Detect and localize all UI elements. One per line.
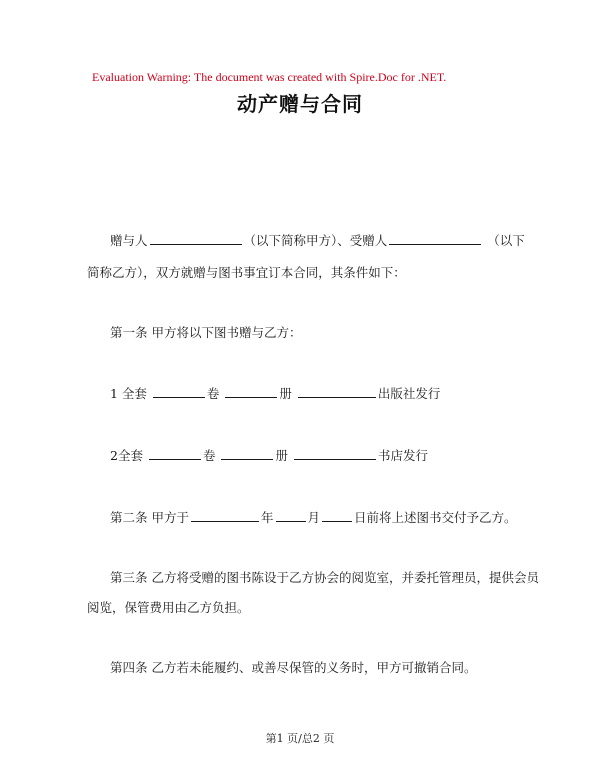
article-1: 第一条 甲方将以下图书赠与乙方： xyxy=(110,325,302,340)
article-2-suffix: 日前将上述图书交付予乙方。 xyxy=(354,510,517,525)
item-1 xyxy=(110,385,440,402)
donee-name-blank[interactable] xyxy=(389,232,481,245)
donor-label: 赠与人 xyxy=(110,233,148,248)
donee-note: （以下 xyxy=(487,233,525,248)
item-2-book-blank[interactable] xyxy=(221,447,273,460)
item-1-book-blank[interactable] xyxy=(225,385,277,398)
month-label: 月 xyxy=(307,510,321,525)
year-blank[interactable] xyxy=(191,509,259,522)
item-1-suffix: 出版社发行 xyxy=(377,386,441,401)
item-2-suffix: 书店发行 xyxy=(377,448,428,463)
article-2 xyxy=(110,509,517,526)
page-footer: 第1 页/总2 页 xyxy=(265,732,335,745)
article-3-line2: 阅览，保管费用由乙方负担。 xyxy=(87,600,250,615)
donor-note: （以下简称甲方）、受赠人 xyxy=(243,233,388,248)
donor-name-blank[interactable] xyxy=(150,232,242,245)
item-1-book-label: 册 xyxy=(279,386,292,401)
item-2-prefix: 2全套 xyxy=(110,448,143,463)
item-2-volume-blank[interactable] xyxy=(149,447,201,460)
document-title: 动产赠与合同 xyxy=(237,92,363,116)
evaluation-warning: Evaluation Warning: The document was created with Spire.Doc for .NET. xyxy=(92,70,447,84)
month-blank[interactable] xyxy=(276,509,306,522)
item-1-prefix: 1 全套 xyxy=(110,386,147,401)
paragraph-parties-line2: 简称乙方），双方就赠与图书事宜订本合同，其条件如下： xyxy=(87,265,406,280)
item-2-book-label: 册 xyxy=(275,448,288,463)
item-1-vol-label: 卷 xyxy=(206,386,220,401)
day-blank[interactable] xyxy=(322,509,352,522)
article-3-line1: 第三条 乙方将受赠的图书陈设于乙方协会的阅览室，并委托管理员，提供会员 xyxy=(110,570,539,585)
item-1-publisher-blank[interactable] xyxy=(298,385,376,398)
article-2-prefix: 第二条 甲方于 xyxy=(110,510,189,525)
article-4: 第四条 乙方若未能履约、或善尽保管的义务时，甲方可撤销合同。 xyxy=(110,660,477,675)
item-1-volume-blank[interactable] xyxy=(153,385,205,398)
year-label: 年 xyxy=(260,510,274,525)
item-2 xyxy=(110,447,428,464)
item-2-vol-label: 卷 xyxy=(202,448,216,463)
paragraph-parties-line1 xyxy=(110,232,525,249)
item-2-store-blank[interactable] xyxy=(294,447,376,460)
